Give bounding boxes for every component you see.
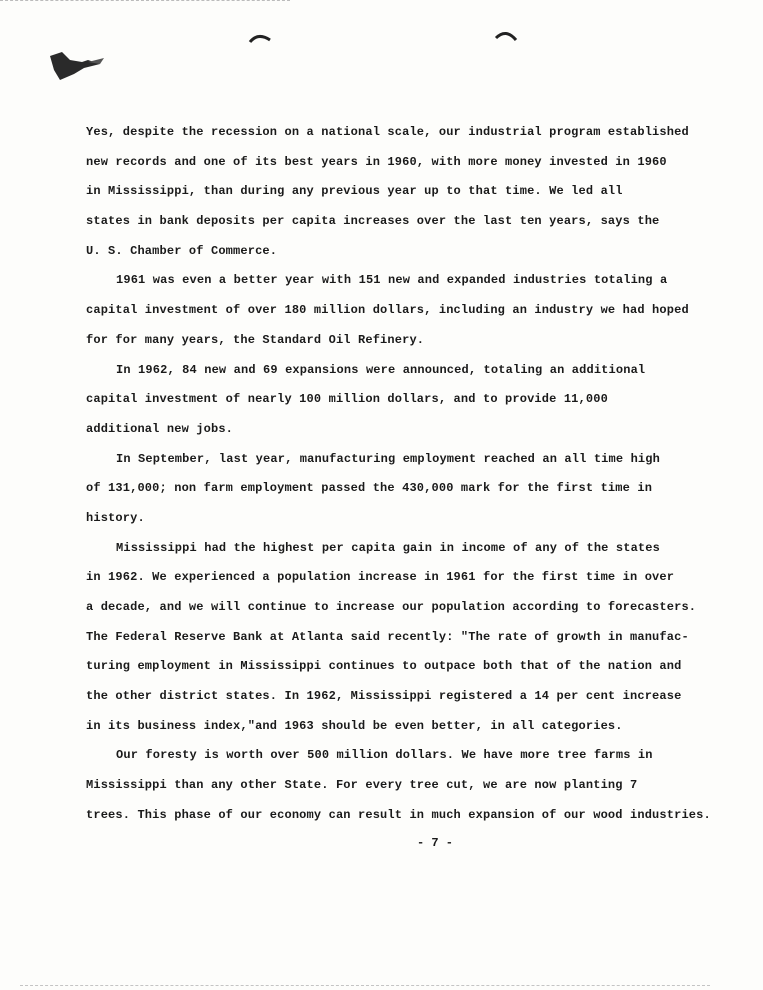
top-border-dots — [0, 0, 290, 5]
body-text — [86, 118, 736, 831]
text-line: U. S. Chamber of Commerce. — [86, 243, 278, 258]
text-line: The Federal Reserve Bank at Atlanta said recently: "The rate of growth in manufac- — [86, 629, 689, 644]
text-line: capital investment of over 180 million dollars, including an industry we had hoped — [86, 303, 689, 318]
text-line: new records and one of its best years in 1960, with more money invested in 1960 — [86, 154, 667, 169]
text-line: Mississippi than any other State. For every tree cut, we are now planting 7 — [86, 778, 638, 793]
text-line: turing employment in Mississippi continues to outpace both that of the nation and — [86, 659, 682, 674]
text-line: Mississippi had the highest per capita gain in income of any of the states — [116, 540, 660, 555]
text-line: In September, last year, manufacturing employment reached an all time high — [116, 451, 660, 466]
text-line: of 131,000; non farm employment passed the 430,000 mark for the first time in — [86, 481, 653, 496]
text-line: In 1962, 84 new and 69 expansions were announced, totaling an additional — [116, 362, 646, 377]
text-line: history. — [86, 510, 145, 525]
punch-hole-mark-right — [494, 30, 518, 44]
text-line: capital investment of nearly 100 million dollars, and to provide 11,000 — [86, 392, 608, 407]
text-line: in 1962. We experienced a population increase in 1961 for the first time in over — [86, 570, 675, 585]
text-line: 1961 was even a better year with 151 new and expanded industries totaling a — [116, 273, 668, 288]
text-line: trees. This phase of our economy can result in much expansion of our wood industries. — [86, 807, 711, 822]
text-line: additional new jobs. — [86, 421, 234, 436]
text-line: the other district states. In 1962, Mississippi registered a 14 per cent increase — [86, 689, 682, 704]
scan-smudge-mark — [48, 48, 108, 84]
text-line: in Mississippi, than during any previous year up to that time. We led all — [86, 184, 623, 199]
text-line: in its business index,"and 1963 should be even better, in all categories. — [86, 718, 623, 733]
text-line: a decade, and we will continue to increase our population according to forecasters. — [86, 600, 697, 614]
punch-hole-mark-left — [248, 32, 272, 44]
text-line: Our foresty is worth over 500 million dollars. We have more tree farms in — [116, 748, 653, 763]
text-line: states in bank deposits per capita increases over the last ten years, says the — [86, 214, 660, 229]
bottom-border-dots — [20, 985, 710, 990]
page-number: - 7 - — [416, 836, 453, 850]
text-line: for for many years, the Standard Oil Refinery. — [86, 332, 425, 347]
text-line: Yes, despite the recession on a national scale, our industrial program established — [86, 125, 689, 139]
